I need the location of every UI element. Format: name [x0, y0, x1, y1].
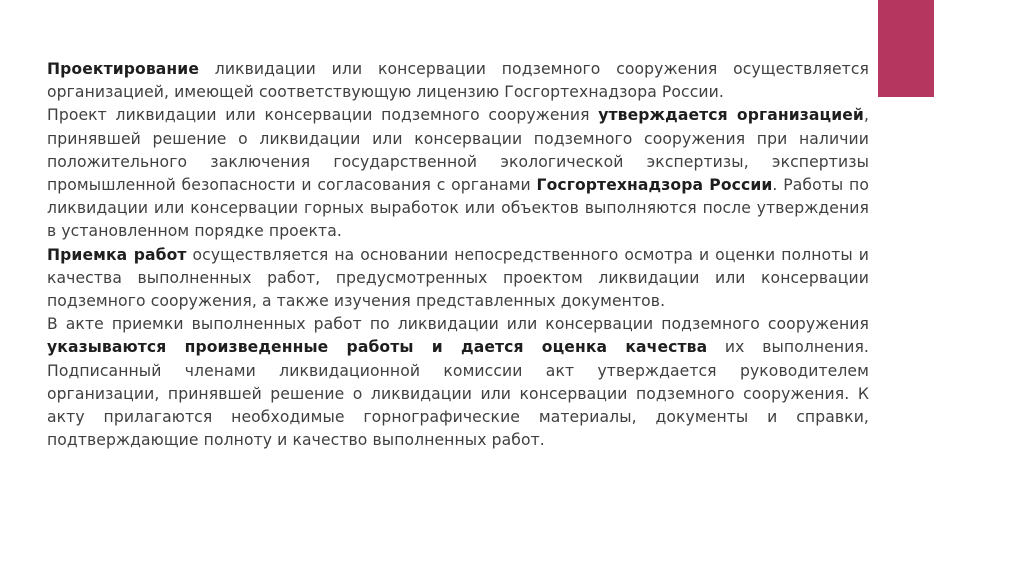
paragraph-text: их выполнения. Подписанный членами ликвидационной комиссии акт утверждается руководителем организации, принявшей решение о ликвидации или консервации подземного сооружения. К акту прилагаются необходимые горнографические материалы, документы и справки, подтверждающие полноту и качество выполненных работ. [47, 338, 869, 450]
term-design: Проектирование [47, 60, 199, 78]
term-works-and-quality: указываются произведенные работы и дается оценка качества [47, 338, 708, 357]
paragraph-text: В акте приемки выполненных работ по ликвидации или консервации подземного сооружения [47, 315, 869, 334]
paragraph-project-approval [47, 104, 869, 243]
paragraph-text: Проект ликвидации или консервации подземного сооружения [47, 106, 599, 125]
paragraph-acceptance-act [47, 313, 869, 452]
term-acceptance-of-works: Приемка работ [47, 245, 187, 264]
paragraph-text: . Работы по ликвидации или консервации горных выработок или объектов выполняются после утверждения в установленном порядке проекта. [47, 176, 869, 241]
paragraph-text: ликвидации или консервации подземного сооружения осуществляется организацией, имеющей соответствующую лицензию Госгортехнадзора России. [47, 60, 869, 102]
accent-bar [878, 0, 934, 97]
paragraph-design [47, 58, 869, 104]
paragraph-text: , принявшей решение о ликвидации или консервации подземного сооружения при наличии положительного заключения государственной экологической экспертизы, экспертизы промышленной безопасности и согласования с органами [47, 106, 869, 195]
paragraph-acceptance [47, 244, 869, 314]
slide-body-text [47, 58, 869, 452]
paragraph-text: осуществляется на основании непосредственного осмотра и оценки полноты и качества выполненных работ, предусмотренных проектом ликвидации или консервации подземного сооружения, а также изучения представленных документов. [47, 245, 869, 311]
term-gosgortekhnadzor: Госгортехнадзора России [536, 176, 773, 195]
term-approved-by-organization: утверждается организацией [598, 106, 864, 125]
